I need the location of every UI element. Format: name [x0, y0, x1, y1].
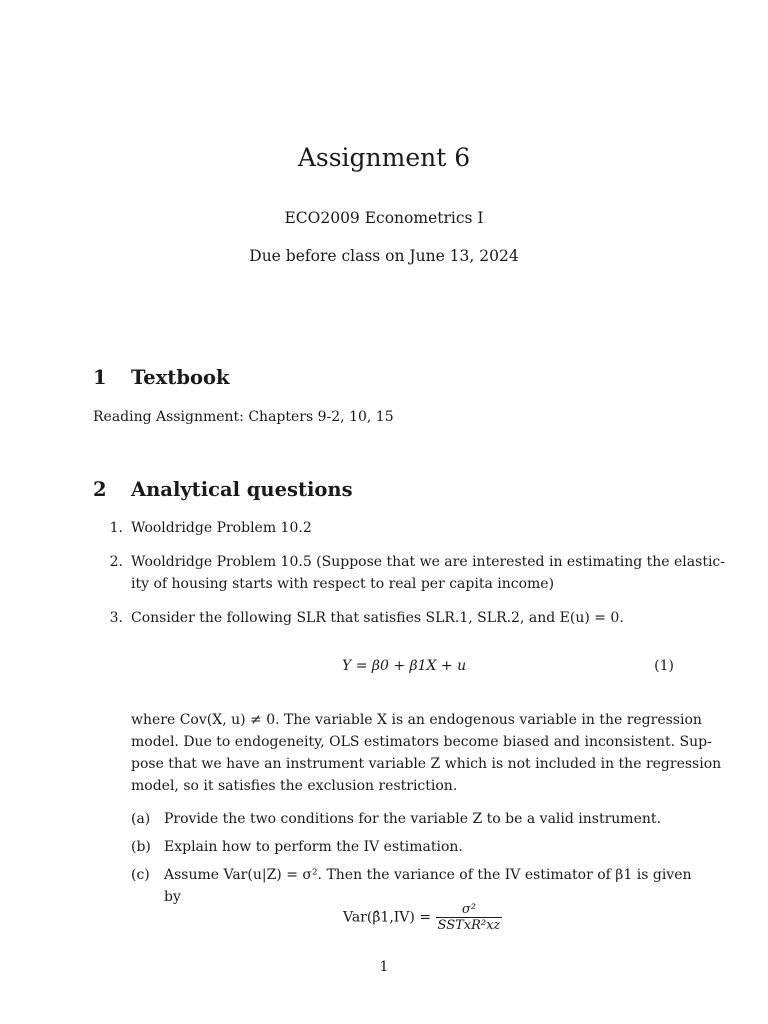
- question-intro: Consider the following SLR that satisfies SLR.1, SLR.2, and E(u) = 0.: [131, 610, 624, 626]
- equation-number: (1): [654, 658, 674, 674]
- subpart-text-line-2: by: [164, 889, 181, 905]
- variance-formula: [343, 902, 502, 933]
- section-title: Textbook: [131, 366, 230, 389]
- formula-lhs: Var(β̂1,IV) =: [343, 909, 432, 926]
- formula-denominator: SSTxR²xz: [437, 918, 501, 933]
- section-heading-analytical: [93, 478, 353, 501]
- question-label: 3.: [109, 610, 123, 626]
- document-title: Assignment 6: [297, 143, 471, 172]
- course-name: ECO2009 Econometrics I: [284, 209, 484, 227]
- paragraph-line: model. Due to endogeneity, OLS estimators become biased and inconsistent. Sup-: [131, 734, 712, 750]
- subpart-text-line-1: Assume Var(u|Z) = σ². Then the variance of the IV estimator of β1 is given: [164, 867, 692, 883]
- due-date: Due before class on June 13, 2024: [249, 247, 519, 265]
- subpart-text: Explain how to perform the IV estimation.: [164, 839, 463, 855]
- question-2: [93, 551, 725, 595]
- paragraph-line: where Cov(X, u) ≠ 0. The variable X is an endogenous variable in the regression: [131, 712, 702, 728]
- reading-assignment: Reading Assignment: Chapters 9-2, 10, 15: [93, 409, 394, 425]
- question-text: Wooldridge Problem 10.2: [131, 520, 312, 536]
- paragraph-line: model, so it satisfies the exclusion restriction.: [131, 778, 458, 794]
- subpart-label: (c): [131, 867, 150, 883]
- question-label: 2.: [109, 554, 123, 570]
- section-number: 2: [93, 478, 107, 501]
- question-text-line-2: ity of housing starts with respect to real per capita income): [131, 576, 555, 592]
- formula-numerator: σ²: [461, 902, 476, 917]
- section-title: Analytical questions: [131, 478, 353, 501]
- equation-1: Y = β0 + β1X + u: [342, 658, 467, 674]
- question-text-line-1: Wooldridge Problem 10.5 (Suppose that we are interested in estimating the elastic-: [131, 554, 725, 570]
- subpart-text: Provide the two conditions for the variable Z to be a valid instrument.: [164, 811, 661, 827]
- formula-fraction: [436, 902, 503, 933]
- question-label: 1.: [109, 520, 123, 536]
- equation-1-row: [0, 658, 768, 680]
- section-number: 1: [93, 366, 107, 389]
- paragraph-line: pose that we have an instrument variable Z which is not included in the regression: [131, 756, 722, 772]
- section-heading-textbook: [93, 366, 229, 389]
- subpart-label: (b): [131, 839, 151, 855]
- endogeneity-paragraph: [131, 709, 722, 797]
- page-number: 1: [379, 959, 389, 975]
- subpart-label: (a): [131, 811, 151, 827]
